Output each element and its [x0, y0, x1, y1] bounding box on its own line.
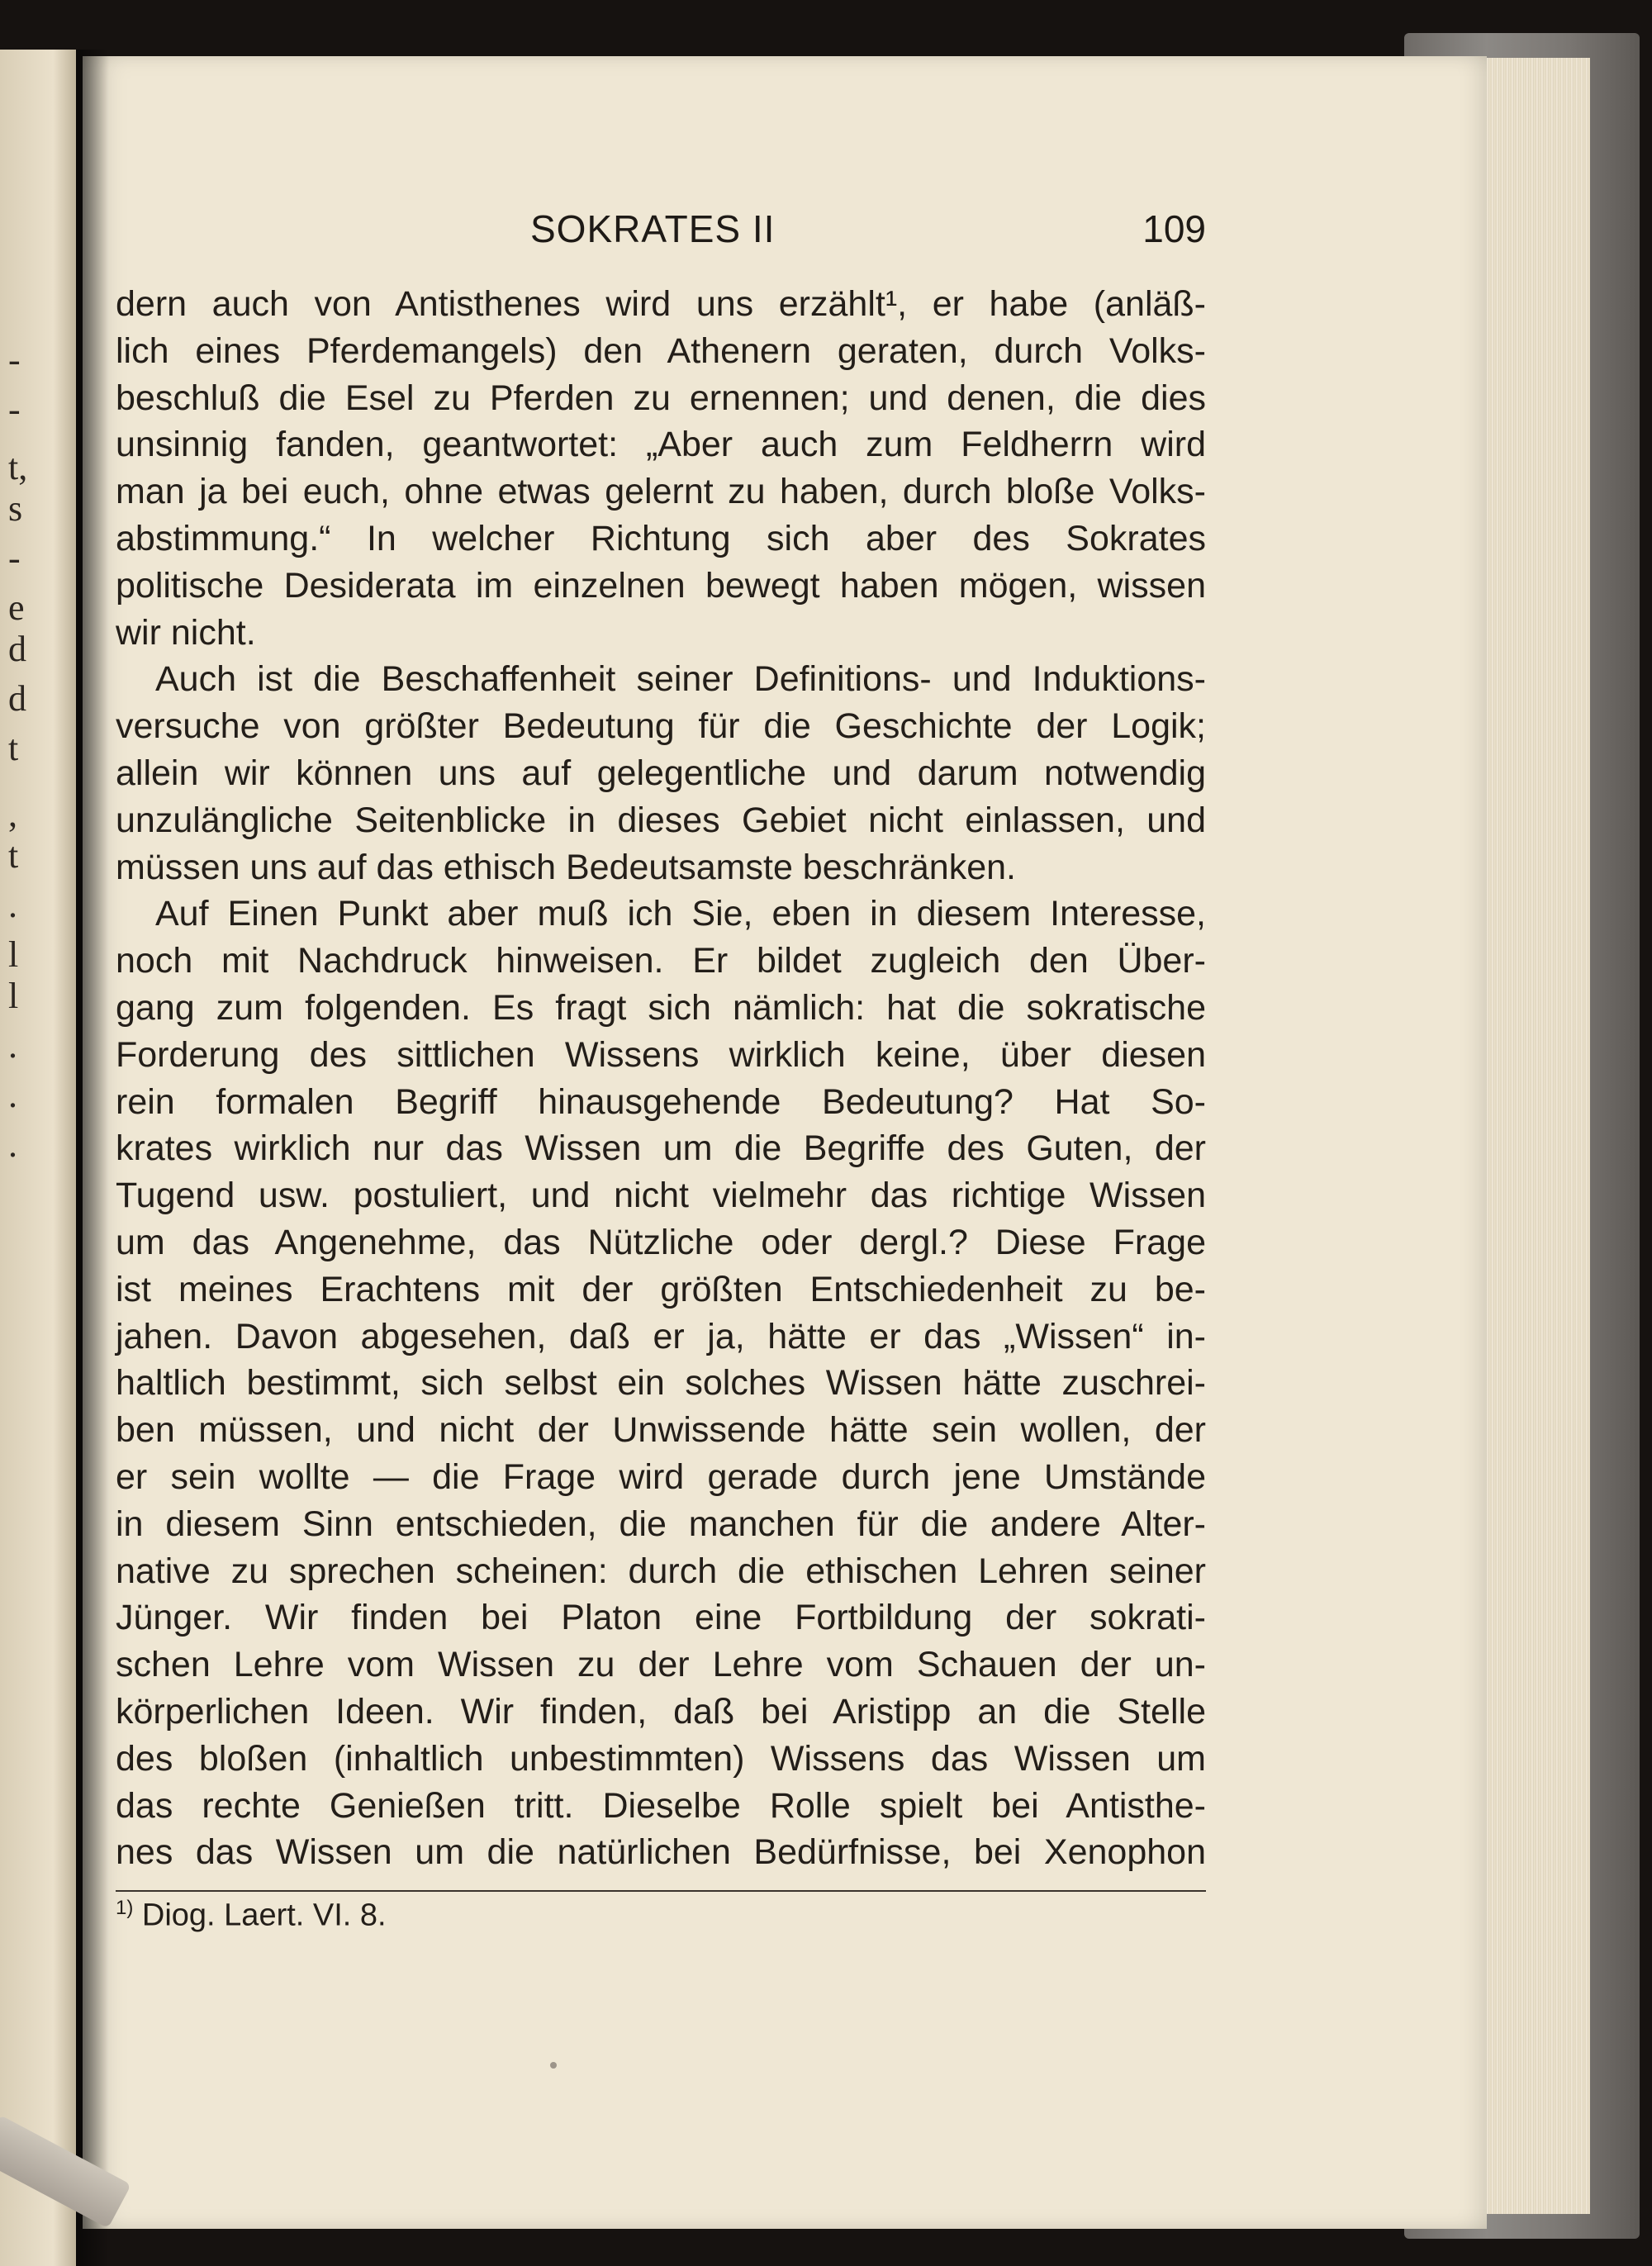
text-line: müssen uns auf das ethisch Bedeutsamste beschränken. [116, 847, 1016, 887]
running-header [165, 207, 1206, 264]
text-line: jahen. Davon abgesehen, daß er ja, hätte er das „Wissen“ in- [116, 1316, 1206, 1356]
page-number: 109 [1142, 207, 1206, 250]
text-line: unzulängliche Seitenblicke in dieses Gebiet nicht einlassen, und [116, 800, 1206, 840]
left-page-glyph: d [8, 678, 26, 719]
left-page-glyph: l [8, 934, 19, 975]
text-line: körperlichen Ideen. Wir finden, daß bei Aristipp an die Stelle [116, 1691, 1206, 1732]
left-page-fragment [0, 50, 76, 2266]
text-line: das rechte Genießen tritt. Dieselbe Rolle spielt bei Antisthe- [116, 1785, 1206, 1826]
left-page-glyph: - [8, 389, 21, 430]
text-line: rein formalen Begriff hinausgehende Bedeutung? Hat So- [116, 1081, 1206, 1122]
text-line: um das Angenehme, das Nützliche oder dergl.? Diese Frage [116, 1222, 1206, 1262]
running-title: SOKRATES II [530, 207, 776, 250]
page-edges [1474, 58, 1590, 2214]
gutter-shadow [76, 50, 109, 2266]
text-line: man ja bei euch, ohne etwas gelernt zu haben, durch bloße Volks- [116, 472, 1206, 512]
left-page-glyph: , [8, 794, 17, 834]
text-line: krates wirklich nur das Wissen um die Begriffe des Guten, der [116, 1128, 1206, 1169]
left-page-glyph: . [8, 1025, 17, 1066]
footnote-text: Diog. Laert. VI. 8. [141, 1898, 387, 1933]
paper-speck [550, 2062, 557, 2069]
footnote-marker: 1) [116, 1897, 134, 1919]
text-line: versuche von größter Bedeutung für die Geschichte der Logik; [116, 706, 1206, 747]
left-page-glyph: l [8, 976, 19, 1016]
text-line: unsinnig fanden, geantwortet: „Aber auch zum Feldherrn wird [116, 425, 1206, 465]
left-page-glyph: - [8, 340, 21, 380]
text-line: beschluß die Esel zu Pferden zu ernennen; und denen, die dies [116, 378, 1206, 418]
text-line: dern auch von Antisthenes wird uns erzählt¹, er habe (anläß- [116, 284, 1206, 324]
text-line: allein wir können uns auf gelegentliche und darum notwendig [116, 753, 1206, 793]
text-line: ben müssen, und nicht der Unwissende hätte sein wollen, der [116, 1410, 1206, 1451]
text-line: native zu sprechen scheinen: durch die ethischen Lehren seiner [116, 1551, 1206, 1591]
text-line: Jünger. Wir finden bei Platon eine Fortbildung der sokrati- [116, 1598, 1206, 1638]
text-line: ist meines Erachtens mit der größten Entschiedenheit zu be- [116, 1269, 1206, 1309]
footnote-rule [116, 1890, 1206, 1892]
left-page-glyph: . [8, 885, 17, 925]
left-page-glyph: . [8, 1075, 17, 1115]
text-line: Auch ist die Beschaffenheit seiner Definitions- und Induktions- [155, 659, 1206, 700]
text-line: gang zum folgenden. Es fragt sich nämlich: hat die sokratische [116, 987, 1206, 1028]
text-line: Tugend usw. postuliert, und nicht vielmehr das richtige Wissen [116, 1176, 1206, 1216]
text-line: noch mit Nachdruck hinweisen. Er bildet zugleich den Über- [116, 941, 1206, 981]
text-line: lich eines Pferdemangels) den Athenern geraten, durch Volks- [116, 330, 1206, 371]
text-line: in diesem Sinn entschieden, die manchen für die andere Alter- [116, 1504, 1206, 1544]
text-line: abstimmung.“ In welcher Richtung sich aber des Sokrates [116, 518, 1206, 558]
text-line: haltlich bestimmt, sich selbst ein solches Wissen hätte zuschrei- [116, 1363, 1206, 1404]
left-page-glyph: - [8, 538, 21, 578]
text-line: des bloßen (inhaltlich unbestimmten) Wissens das Wissen um [116, 1738, 1206, 1779]
left-page-glyph: s [8, 488, 23, 529]
left-page-glyph: t [8, 728, 19, 768]
left-page-glyph: d [8, 629, 26, 669]
footnote [116, 1897, 387, 1934]
text-line: Auf Einen Punkt aber muß ich Sie, eben in diesem Interesse, [155, 894, 1206, 934]
left-page-glyph: e [8, 587, 25, 628]
text-line: Forderung des sittlichen Wissens wirklich keine, über diesen [116, 1034, 1206, 1075]
body-text [116, 281, 1206, 1876]
text-line: nes das Wissen um die natürlichen Bedürfnisse, bei Xenophon [116, 1832, 1206, 1873]
text-line: er sein wollte — die Frage wird gerade durch jene Umstände [116, 1456, 1206, 1497]
left-page-glyph: t, [8, 447, 28, 487]
text-line: wir nicht. [116, 612, 256, 653]
left-page-glyph: . [8, 1124, 17, 1165]
left-page-glyph: t [8, 835, 19, 876]
text-line: schen Lehre vom Wissen zu der Lehre vom Schauen der un- [116, 1645, 1206, 1685]
text-line: politische Desiderata im einzelnen bewegt haben mögen, wissen [116, 565, 1206, 606]
